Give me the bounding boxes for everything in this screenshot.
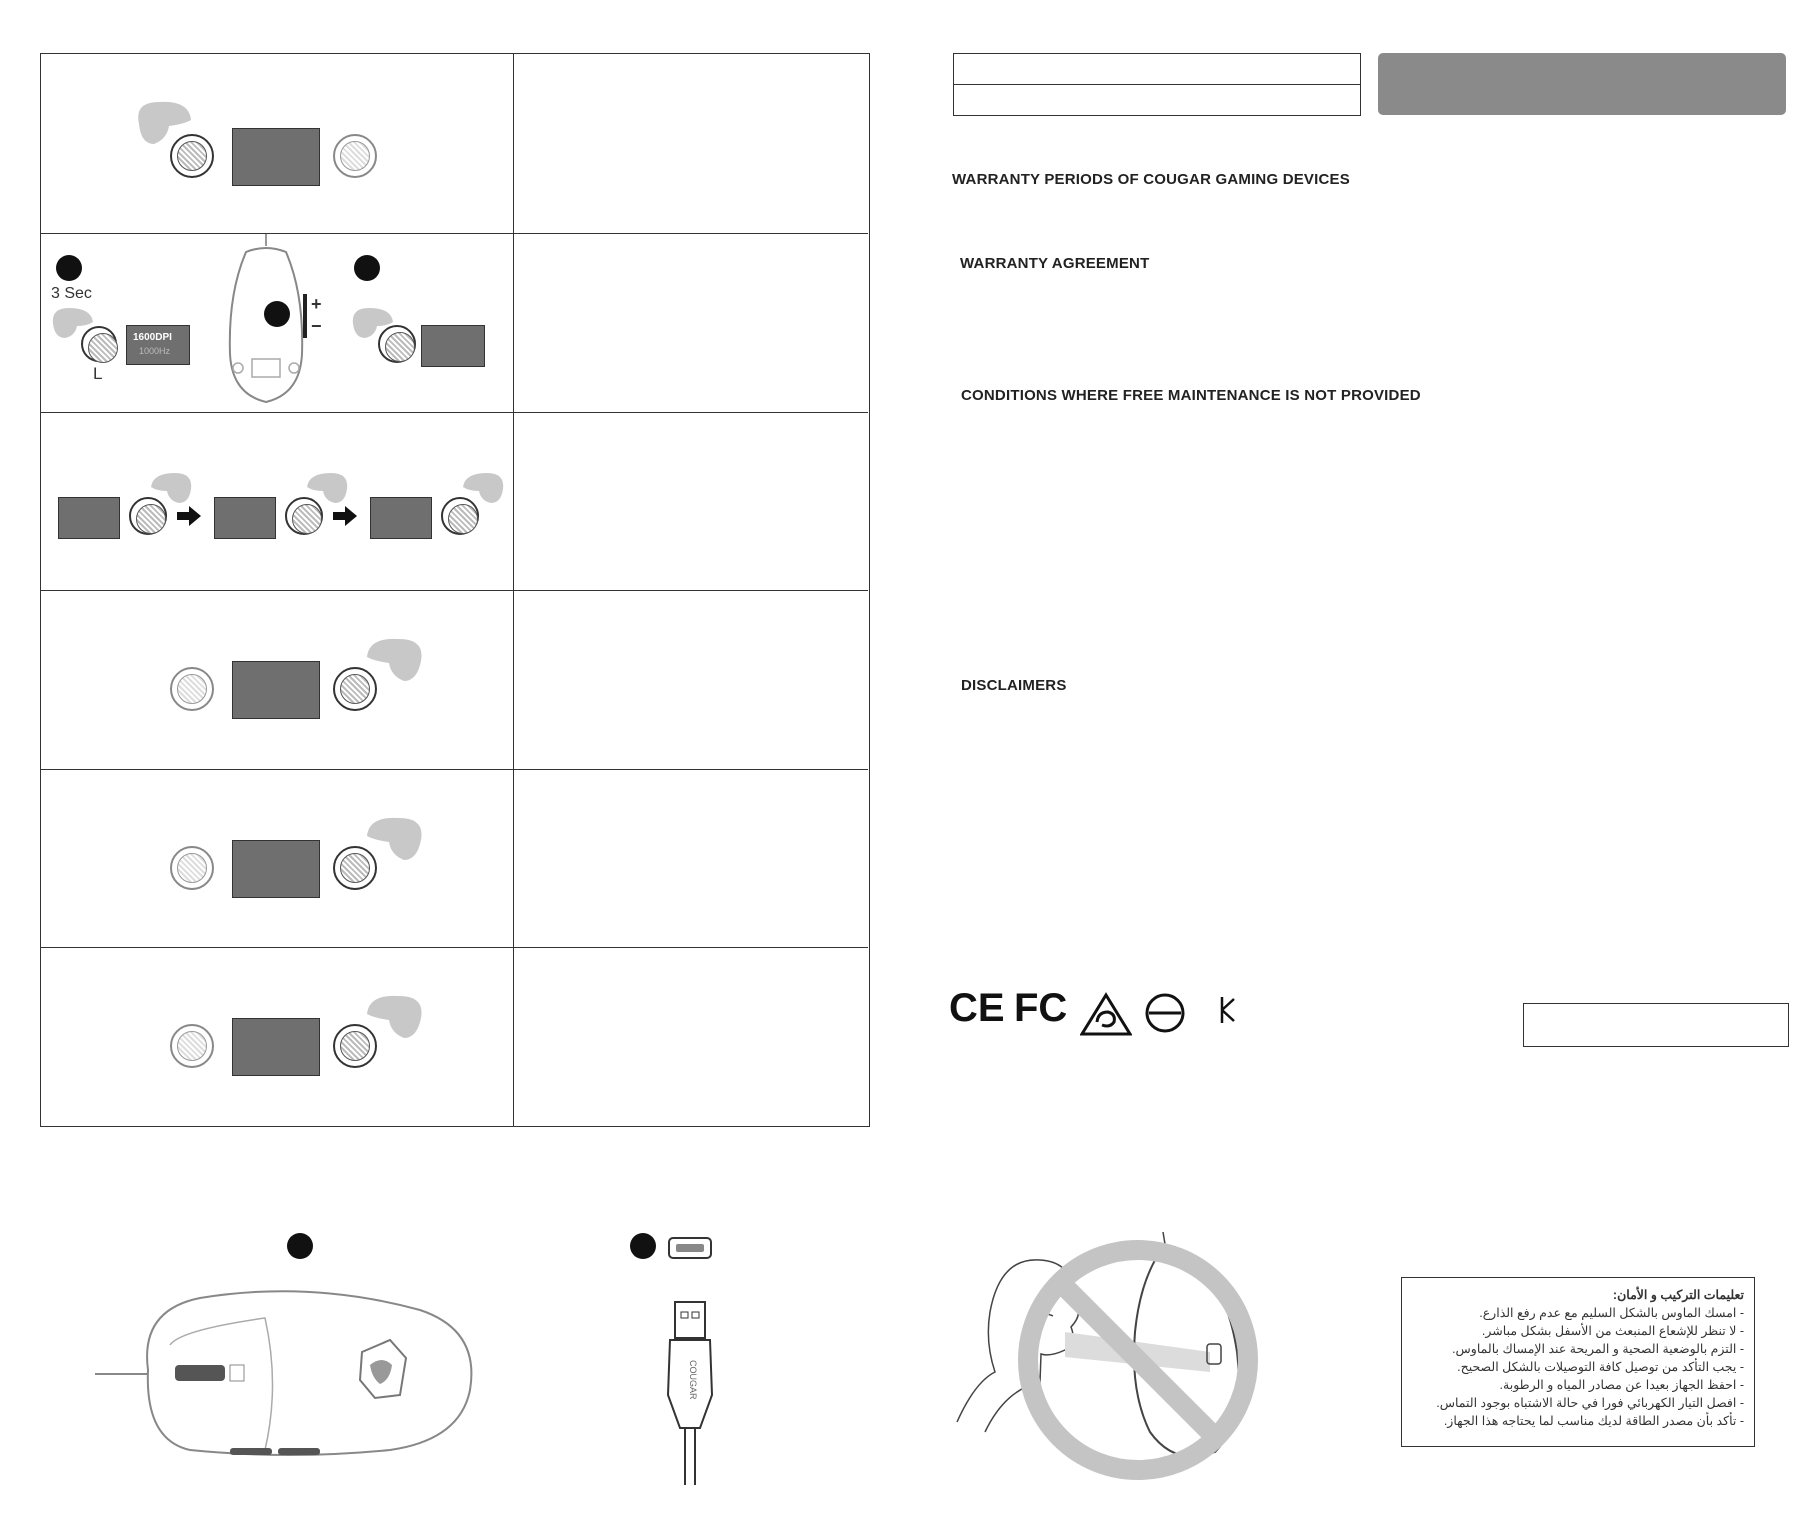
- rcm-mark-icon: [1080, 992, 1132, 1038]
- hold-duration-label: 3 Sec: [51, 285, 92, 302]
- cougar-logo-icon: [360, 1340, 406, 1398]
- step-row-3: [41, 413, 868, 591]
- step-row-2: [41, 234, 868, 413]
- usb-marker: [630, 1233, 656, 1259]
- info-field-1: [953, 53, 1361, 85]
- left-button-letter: L: [93, 364, 103, 383]
- step-row-4: [41, 591, 868, 770]
- dpi-switch: [303, 294, 307, 338]
- step-row-6: [41, 948, 868, 1126]
- pressing-finger-icon: [145, 469, 195, 509]
- conditions-heading: CONDITIONS WHERE FREE MAINTENANCE IS NOT PROVIDED: [961, 387, 1421, 404]
- info-field-2: [953, 84, 1361, 116]
- step-row-1: [41, 54, 868, 234]
- arabic-notice-line: - امسك الماوس بالشكل السليم مع عدم رفع الذارع.: [1479, 1306, 1744, 1320]
- display-screen: [421, 325, 485, 367]
- pressing-finger-icon: [457, 469, 507, 509]
- warranty-periods-heading: WARRANTY PERIODS OF COUGAR GAMING DEVICES: [952, 171, 1350, 188]
- arabic-notice-line: - التزم بالوضعية الصحية و المريحة عند الإمساك بالماوس.: [1452, 1342, 1744, 1356]
- dpi-plus-label: +: [311, 294, 322, 314]
- mouse-marker: [287, 1233, 313, 1259]
- fcc-mark-icon: FC: [1014, 986, 1068, 1030]
- display-screen: [232, 128, 320, 186]
- left-button-icon: [81, 326, 117, 362]
- usb-port-icon: [668, 1237, 712, 1259]
- pressing-finger-icon: [359, 988, 429, 1043]
- model-label-box: [1523, 1003, 1789, 1047]
- display-screen: [214, 497, 276, 539]
- pressing-finger-icon: [301, 469, 351, 509]
- usb-connector-icon: [660, 1300, 720, 1490]
- warranty-agreement-heading: WARRANTY AGREEMENT: [960, 255, 1150, 272]
- left-button-icon: [170, 134, 214, 178]
- eac-mark-icon: [1144, 992, 1186, 1034]
- step-b-marker: [264, 301, 290, 327]
- usb-brand-text: COUGAR: [688, 1360, 698, 1400]
- arabic-notice-line: تعليمات التركيب و الأمان:: [1612, 1288, 1744, 1302]
- left-button-icon: [170, 667, 214, 711]
- header-banner: [1378, 53, 1786, 115]
- arabic-notice-line: - احفظ الجهاز بعيدا عن مصادر المياه و الرطوبة.: [1499, 1378, 1744, 1392]
- arabic-notice-line: - يجب التأكد من توصيل كافة التوصيلات بالشكل الصحيح.: [1457, 1360, 1744, 1374]
- mouse-top-view-icon: [90, 1270, 480, 1470]
- polling-rate-readout: 1000Hz: [139, 346, 171, 356]
- arabic-notice-line: - لا تنظر للإشعاع المنبعث من الأسفل بشكل مباشر.: [1481, 1324, 1744, 1338]
- arabic-notice-line: - تأكد بأن مصدر الطاقة لديك مناسب لما يحتاجه هذا الجهاز.: [1443, 1414, 1744, 1428]
- left-button-icon: [170, 846, 214, 890]
- pressing-finger-icon: [359, 631, 429, 686]
- step-a-marker: [56, 255, 82, 281]
- dpi-screen: [126, 325, 190, 365]
- dpi-readout: 1600DPI: [133, 332, 172, 343]
- display-screen: [232, 1018, 320, 1076]
- arrow-right-icon: [333, 506, 357, 526]
- arabic-notice-line: - افصل التيار الكهربائي فورا في حالة الاشتباه بوجود التماس.: [1436, 1396, 1744, 1410]
- do-not-look-at-sensor-icon: [945, 1232, 1305, 1482]
- kc-mark-icon: [1218, 995, 1238, 1025]
- arabic-safety-notice: [1401, 1277, 1755, 1447]
- display-screen: [232, 840, 320, 898]
- arrow-right-icon: [177, 506, 201, 526]
- right-button-icon: [333, 134, 377, 178]
- left-button-icon: [170, 1024, 214, 1068]
- left-button-icon: [378, 325, 416, 363]
- disclaimers-heading: DISCLAIMERS: [961, 677, 1067, 694]
- pressing-finger-icon: [359, 810, 429, 865]
- instruction-grid: [40, 53, 870, 1127]
- dpi-minus-label: −: [311, 316, 322, 336]
- step-c-marker: [354, 255, 380, 281]
- display-screen: [232, 661, 320, 719]
- ce-mark-icon: CE: [949, 986, 1005, 1030]
- step-row-5: [41, 770, 868, 948]
- display-screen: [370, 497, 432, 539]
- display-screen: [58, 497, 120, 539]
